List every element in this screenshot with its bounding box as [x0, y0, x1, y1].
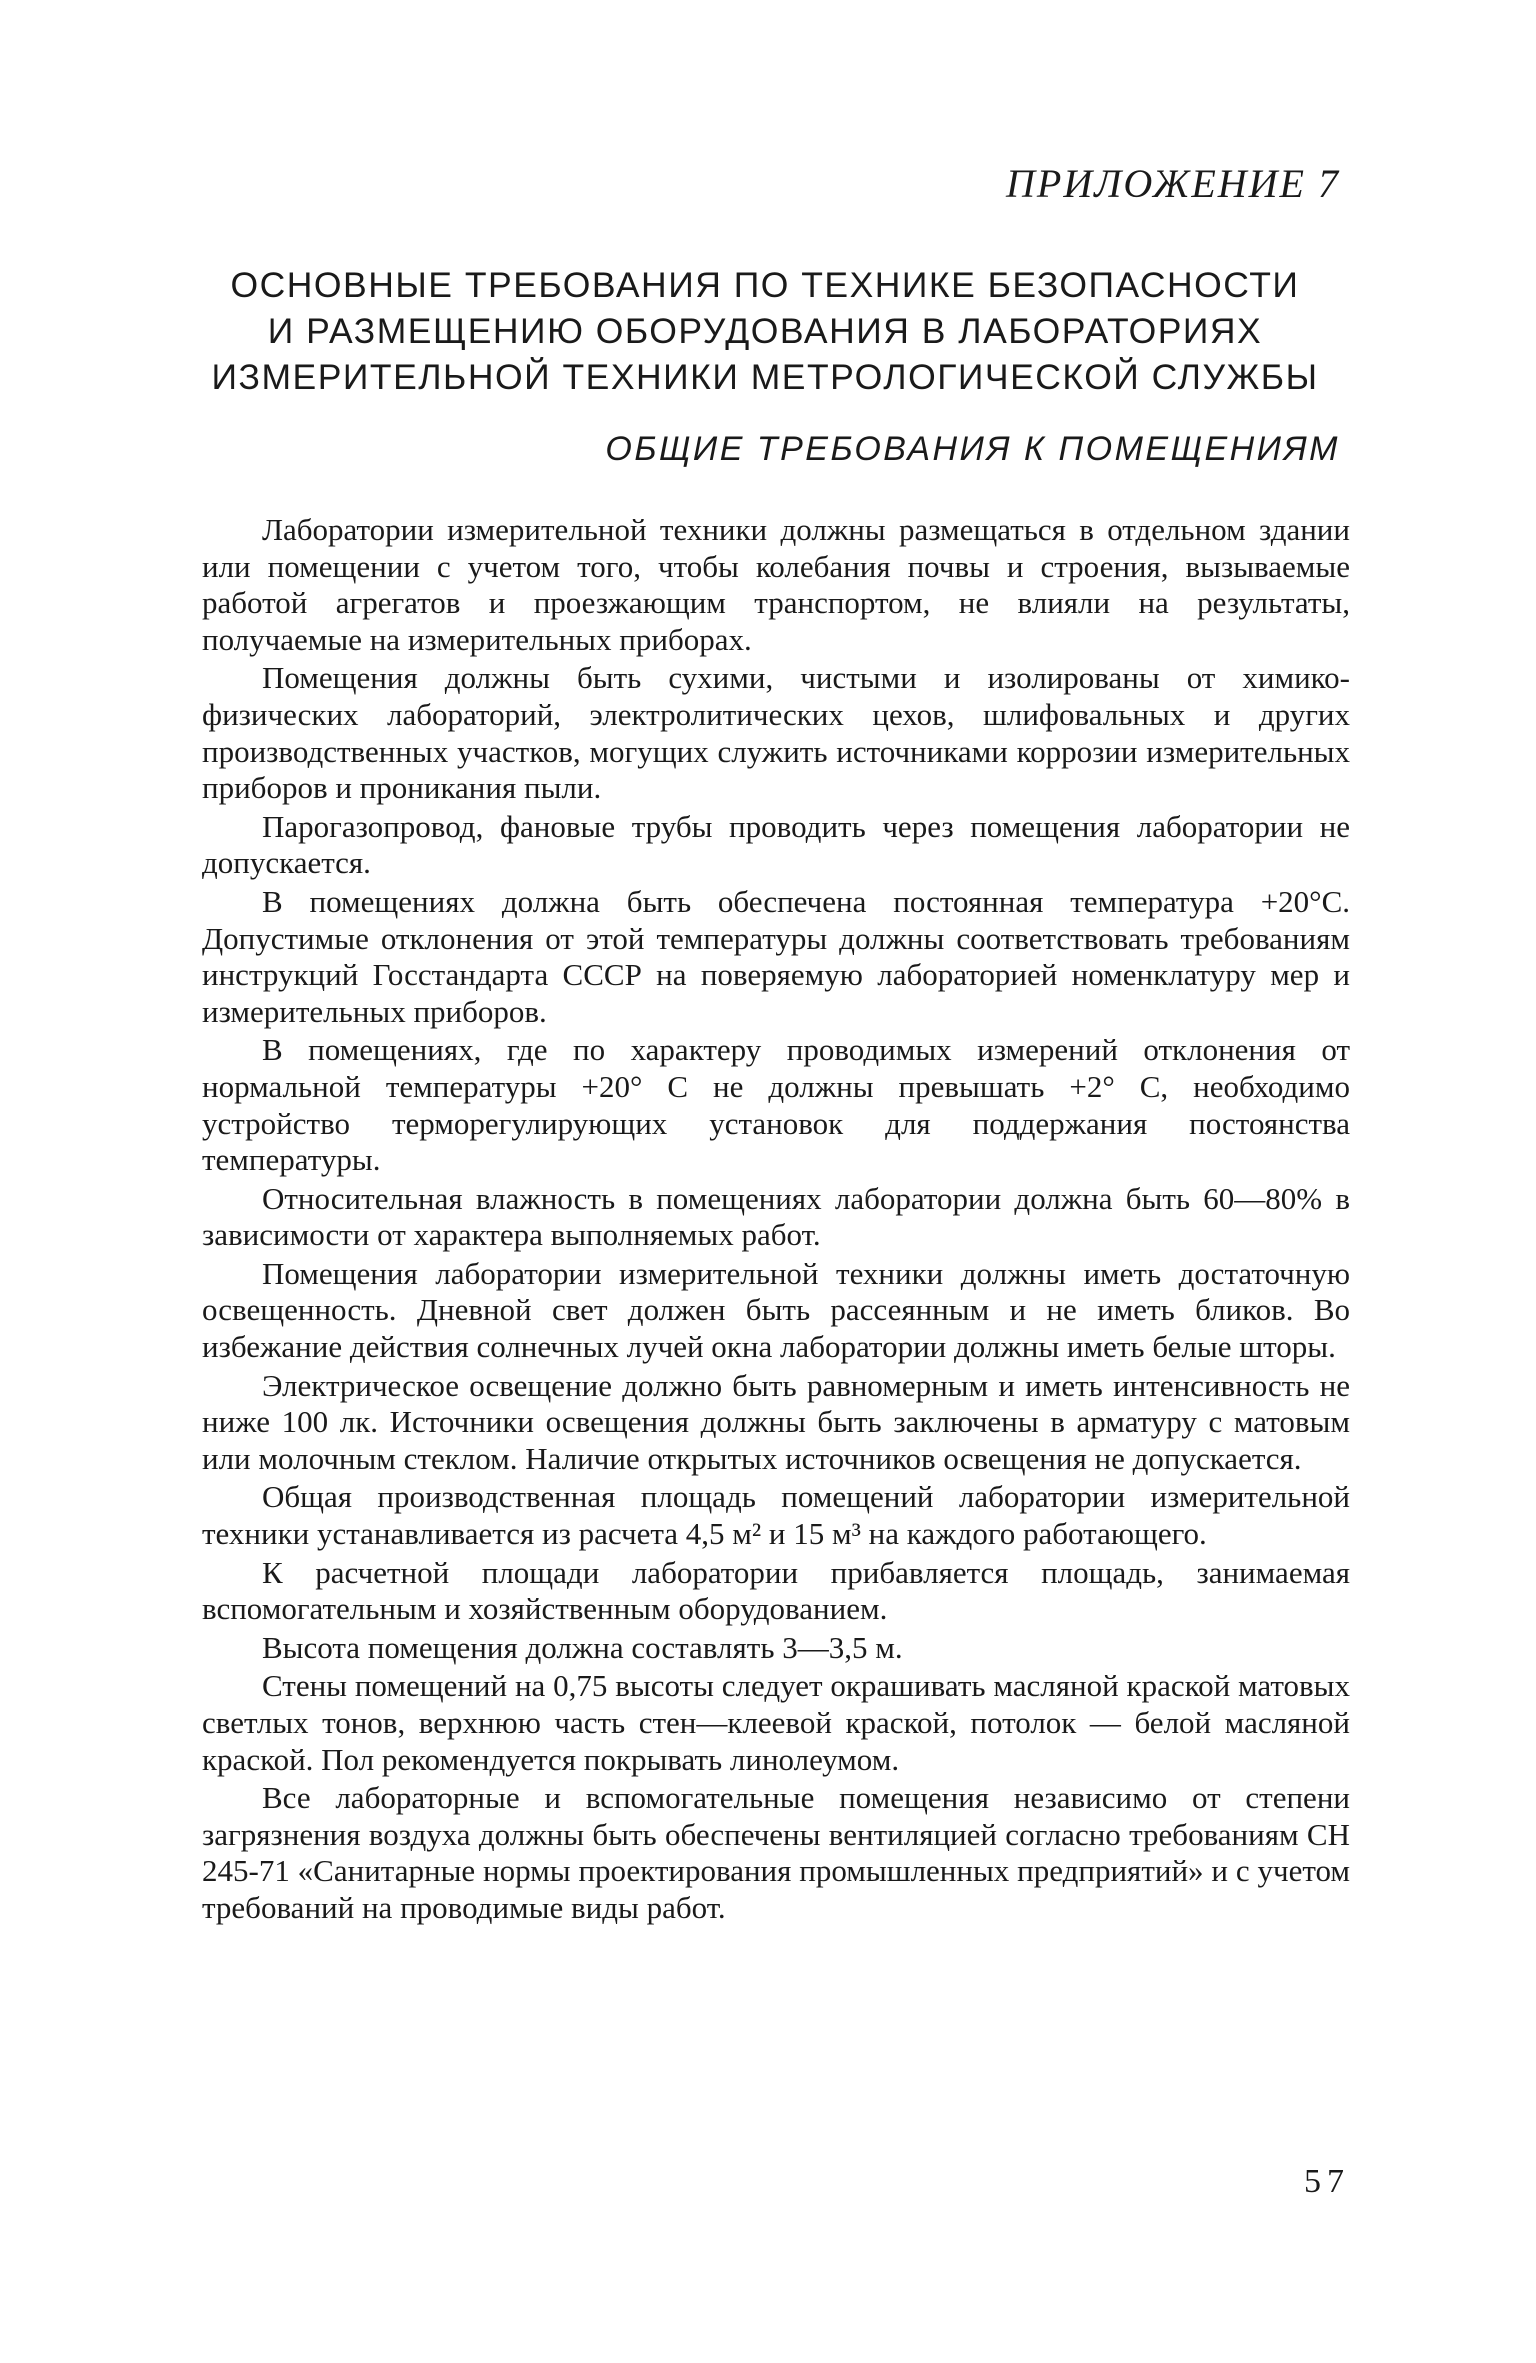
paragraph: Высота помещения должна составлять 3—3,5 м. — [262, 1629, 903, 1665]
paragraph: К расчетной площади лаборатории прибавляется площадь, занимаемая вспомогательным и хозяйственным оборудованием. — [202, 1554, 1350, 1627]
paragraph: Парогазопровод, фановые трубы проводить через помещения лаборатории не допускается. — [202, 808, 1350, 881]
paragraph: Лаборатории измерительной техники должны размещаться в отдельном здании или помещении с учетом того, чтобы колебания почвы и строения, вызываемые работой агрегатов и проезжающим транспортом, не влияли на результаты, получаемые на измерительных приборах. — [202, 512, 1350, 657]
page-number: 57 — [1304, 2163, 1350, 2200]
paragraph: В помещениях должна быть обеспечена постоянная температура +20°С. Допустимые отклонения от этой температуры должны соответствовать требованиям инструкций Госстандарта СССР на поверяемую лабораторией номенклатуру мер и измерительных приборов. — [202, 883, 1350, 1029]
paragraph: Относительная влажность в помещениях лаборатории должна быть 60—80% в зависимости от характера выполняемых работ. — [202, 1180, 1350, 1253]
body-text — [202, 512, 1350, 1927]
title-line: ИЗМЕРИТЕЛЬНОЙ ТЕХНИКИ МЕТРОЛОГИЧЕСКОЙ СЛУЖБЫ — [211, 357, 1319, 397]
title-line: И РАЗМЕЩЕНИЮ ОБОРУДОВАНИЯ В ЛАБОРАТОРИЯХ — [267, 311, 1263, 351]
section-heading: ОБЩИЕ ТРЕБОВАНИЯ К ПОМЕЩЕНИЯМ — [605, 430, 1340, 468]
paragraph: В помещениях, где по характеру проводимых измерений отклонения от нормальной температуры +20° С не должны превышать +2° С, необходимо устройство терморегулирующих установок для поддержания постоянства температуры. — [202, 1032, 1350, 1178]
document-title — [190, 262, 1340, 400]
paragraph: Помещения должны быть сухими, чистыми и изолированы от химико-физических лабораторий, электролитических цехов, шлифовальных и других производственных участков, могущих служить источниками коррозии измерительных приборов и проникания пыли. — [202, 660, 1350, 806]
paragraph: Помещения лаборатории измерительной техники должны иметь достаточную освещенность. Дневной свет должен быть рассеянным и не иметь бликов. Во избежание действия солнечных лучей окна лаборатории должны иметь белые шторы. — [202, 1255, 1350, 1365]
paragraph: Общая производственная площадь помещений лаборатории измерительной техники устанавливается из расчета 4,5 м² и 15 м³ на каждого работающего. — [202, 1479, 1350, 1552]
paragraph: Стены помещений на 0,75 высоты следует окрашивать масляной краской матовых светлых тонов, верхнюю часть стен—клеевой краской, потолок — белой масляной краской. Пол рекомендуется покрывать линолеумом. — [202, 1668, 1350, 1777]
appendix-label: ПРИЛОЖЕНИЕ 7 — [1006, 161, 1340, 206]
paragraph: Все лабораторные и вспомогательные помещения независимо от степени загрязнения воздуха должны быть обеспечены вентиляцией согласно требованиям СН 245-71 «Санитарные нормы проектирования промышленных предприятий» и с учетом требований на проводимые виды работ. — [202, 1780, 1350, 1925]
paragraph: Электрическое освещение должно быть равномерным и иметь интенсивность не ниже 100 лк. Источники освещения должны быть заключены в арматуру с матовым или молочным стеклом. Наличие открытых источников освещения не допускается. — [202, 1367, 1350, 1476]
title-line: ОСНОВНЫЕ ТРЕБОВАНИЯ ПО ТЕХНИКЕ БЕЗОПАСНОСТИ — [230, 265, 1300, 305]
